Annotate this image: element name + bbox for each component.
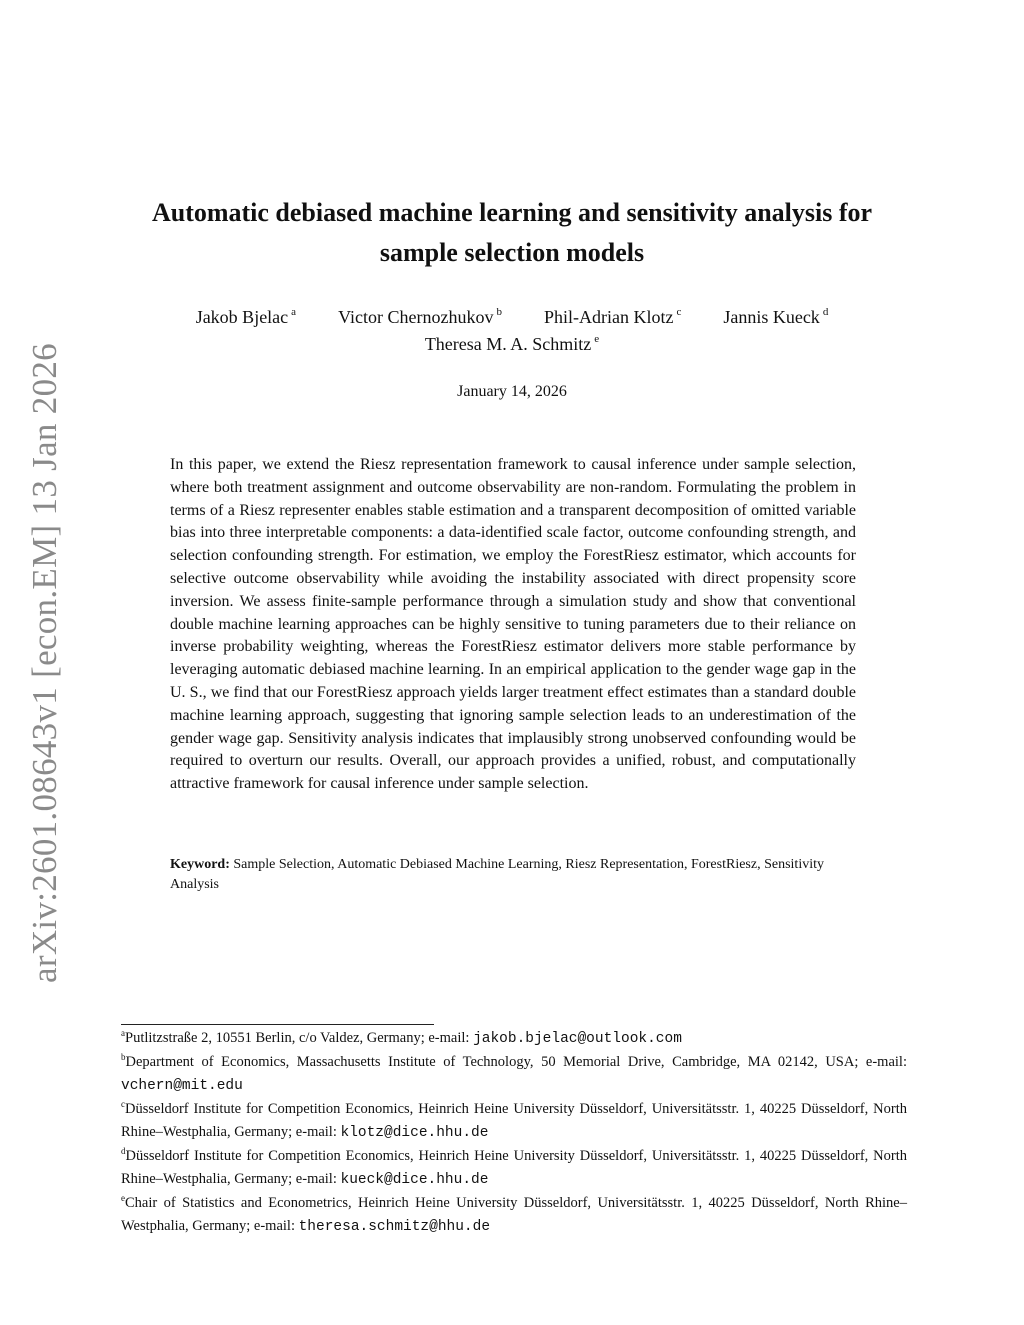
footnote xyxy=(121,1192,907,1239)
footnote-mark: b xyxy=(121,1052,126,1062)
footnote-divider xyxy=(121,1024,434,1025)
affiliation-mark: d xyxy=(822,306,829,318)
arxiv-identifier-text: arXiv:2601.08643v1 [econ.EM] 13 Jan 2026 xyxy=(25,343,64,983)
author-list xyxy=(100,304,924,358)
keywords xyxy=(170,855,856,895)
footnotes xyxy=(121,1027,907,1239)
footnote xyxy=(121,1027,907,1051)
footnote-text: Chair of Statistics and Econometrics, Heinrich Heine University Düsseldorf, Universitätsstr. 1, 40225 Düsseldorf, North Rhine–Westphalia, Germany; e-mail: xyxy=(121,1195,907,1234)
author-name: Theresa M. A. Schmitz xyxy=(424,334,592,354)
footnote-mark: d xyxy=(121,1146,126,1156)
author-row xyxy=(100,304,924,331)
author-name: Victor Chernozhukov xyxy=(338,307,494,327)
keywords-label: Keyword: xyxy=(170,857,230,872)
author xyxy=(723,304,828,331)
footnote-mark: a xyxy=(121,1028,125,1038)
footnote-text: Düsseldorf Institute for Competition Economics, Heinrich Heine University Düsseldorf, Universitätsstr. 1, 40225 Düsseldorf, North Rhine–Westphalia, Germany; e-mail: xyxy=(121,1148,907,1187)
footnote-mark: c xyxy=(121,1099,125,1109)
footnote xyxy=(121,1051,907,1098)
author-name: Jannis Kueck xyxy=(723,307,820,327)
abstract: In this paper, we extend the Riesz representation framework to causal inference under sample selection, where both treatment assignment and outcome observability are non-random. Formulating the problem in terms of a Riesz representer enables stable estimation and a transparent decomposition of omitted variable bias into three interpretable components: a data-identified scale factor, outcome confounding strength, and selection confounding strength. For estimation, we employ the ForestRiesz estimator, which accounts for selective outcome observability while avoiding the instability associated with direct propensity score inversion. We assess finite-sample performance through a simulation study and show that conventional double machine learning approaches can be highly sensitive to tuning parameters due to their reliance on inverse probability weighting, whereas the ForestRiesz estimator delivers more stable performance by leveraging automatic debiased machine learning. In an empirical application to the gender wage gap in the U. S., we find that our ForestRiesz approach yields larger treatment effect estimates than a standard double machine learning approach, suggesting that ignoring sample selection leads to an underestimation of the gender wage gap. Sensitivity analysis indicates that implausibly strong unobserved confounding would be required to overturn our results. Overall, our approach provides a unified, robust, and computationally attractive framework for causal inference under sample selection. xyxy=(170,456,856,793)
author xyxy=(196,304,296,331)
email-address: theresa.schmitz@hhu.de xyxy=(298,1219,491,1235)
author-row xyxy=(100,331,924,358)
author xyxy=(338,304,502,331)
footnote xyxy=(121,1145,907,1192)
footnote-text: Düsseldorf Institute for Competition Economics, Heinrich Heine University Düsseldorf, Universitätsstr. 1, 40225 Düsseldorf, North Rhine–Westphalia, Germany; e-mail: xyxy=(121,1101,907,1140)
arxiv-identifier-stamp xyxy=(20,0,70,1325)
affiliation-mark: e xyxy=(594,333,600,345)
email-address: kueck@dice.hhu.de xyxy=(340,1172,489,1188)
affiliation-mark: c xyxy=(676,306,682,318)
email-address: vchern@mit.edu xyxy=(121,1078,243,1094)
footnote-text: Department of Economics, Massachusetts Institute of Technology, 50 Memorial Drive, Cambridge, MA 02142, USA; e-mail: xyxy=(125,1054,907,1070)
publication-date: January 14, 2026 xyxy=(457,383,567,400)
affiliation-mark: b xyxy=(496,306,502,318)
author xyxy=(544,304,681,331)
footnote-text: Putlitzstraße 2, 10551 Berlin, c/o Valdez, Germany; e-mail: xyxy=(125,1030,474,1046)
email-address: jakob.bjelac@outlook.com xyxy=(473,1031,682,1047)
footnote xyxy=(121,1098,907,1145)
paper-title xyxy=(100,193,924,273)
author-name: Jakob Bjelac xyxy=(195,307,289,327)
footnote-mark: e xyxy=(121,1193,125,1203)
affiliation-mark: a xyxy=(291,306,297,318)
author xyxy=(425,331,599,358)
paper-title-line-1: Automatic debiased machine learning and sensitivity analysis for xyxy=(151,198,873,227)
author-name: Phil-Adrian Klotz xyxy=(543,307,674,327)
keywords-text: Sample Selection, Automatic Debiased Machine Learning, Riesz Representation, ForestRiesz, Sensitivity Analysis xyxy=(170,857,824,892)
email-address: klotz@dice.hhu.de xyxy=(340,1125,489,1141)
paper-title-line-2: sample selection models xyxy=(379,238,645,267)
